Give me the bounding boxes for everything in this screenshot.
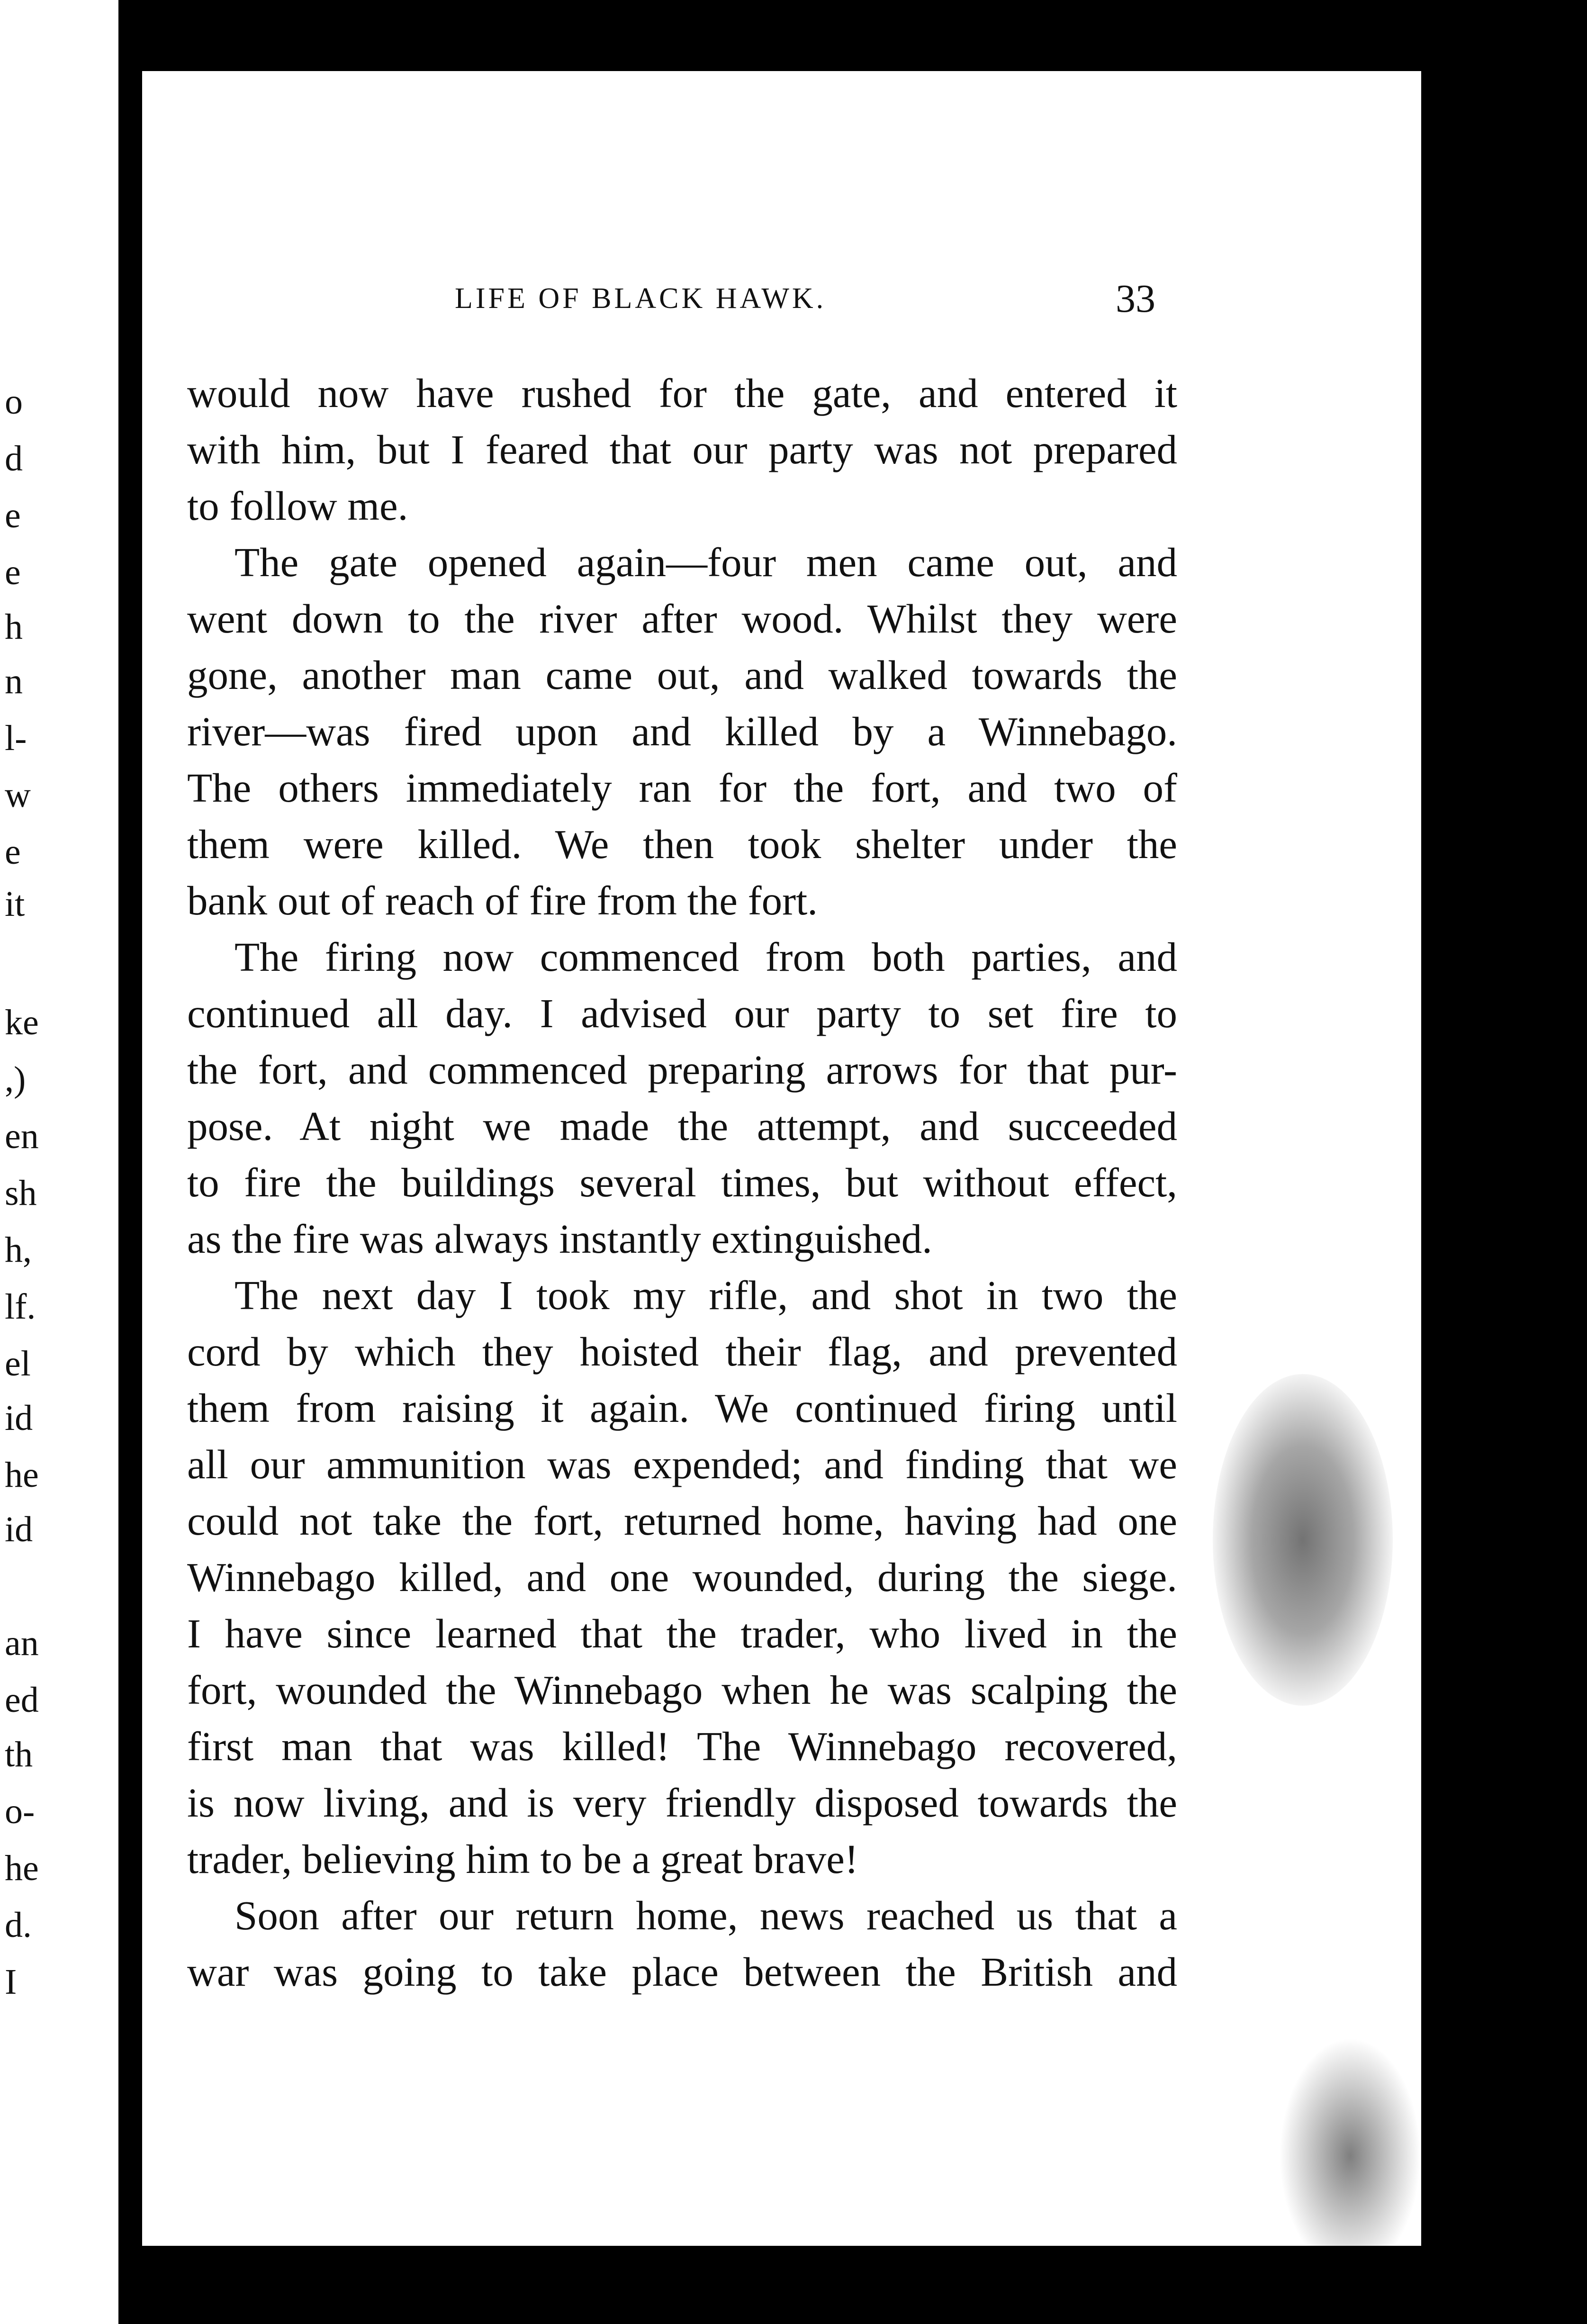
adjacent-page-fragment: n <box>5 661 23 701</box>
text-line: would now have rushed for the gate, and entered it <box>187 370 1177 416</box>
adjacent-page-fragment: h <box>5 607 23 647</box>
adjacent-page-fragment: o <box>5 382 23 422</box>
adjacent-page-fragment: lf. <box>5 1287 36 1327</box>
adjacent-page-fragment: w <box>5 775 31 815</box>
running-head: LIFE OF BLACK HAWK. <box>455 282 827 315</box>
text-line: them from raising it again. We continued firing until <box>187 1385 1177 1431</box>
adjacent-page-fragment: an <box>5 1623 39 1663</box>
adjacent-page-fragment: I <box>5 1962 17 2002</box>
adjacent-page-fragment: he <box>5 1455 39 1495</box>
text-line: war was going to take place between the British and <box>187 1949 1177 1995</box>
text-line: trader, believing him to be a great brave! <box>187 1836 858 1882</box>
adjacent-page-fragment: d <box>5 439 23 479</box>
text-line: to follow me. <box>187 483 408 529</box>
adjacent-page-fragment: ,) <box>5 1059 26 1099</box>
gutter-shadow <box>118 0 142 2324</box>
adjacent-page-strip <box>0 0 118 2324</box>
text-line: Soon after our return home, news reached us that a <box>234 1892 1177 1938</box>
page-edge-shadow <box>1421 71 1459 2251</box>
text-line: fort, wounded the Winnebago when he was scalping the <box>187 1667 1177 1713</box>
text-line: could not take the fort, returned home, having had one <box>187 1498 1177 1544</box>
adjacent-page-fragment: e <box>5 832 21 872</box>
adjacent-page-fragment: l- <box>5 718 27 758</box>
text-line: is now living, and is very friendly disposed towards the <box>187 1780 1177 1826</box>
text-line: bank out of reach of fire from the fort. <box>187 877 818 923</box>
text-line: The next day I took my rifle, and shot in two the <box>234 1272 1177 1318</box>
text-line: went down to the river after wood. Whilst they were <box>187 596 1177 642</box>
ink-stain-lower <box>1279 2037 1421 2274</box>
text-line: Winnebago killed, and one wounded, during the siege. <box>187 1554 1177 1600</box>
adjacent-page-fragment: en <box>5 1116 39 1156</box>
text-line: I have since learned that the trader, who lived in the <box>187 1610 1177 1656</box>
adjacent-page-fragment: id <box>5 1510 33 1549</box>
ink-stain <box>1213 1374 1393 1706</box>
adjacent-page-fragment: th <box>5 1735 33 1774</box>
adjacent-page-fragment: ed <box>5 1680 39 1720</box>
body-text <box>187 365 1177 2000</box>
text-line: first man that was killed! The Winnebago recovered, <box>187 1723 1177 1769</box>
text-line: river—was fired upon and killed by a Winnebago. <box>187 708 1177 754</box>
adjacent-page-fragment: it <box>5 884 25 924</box>
text-line: to fire the buildings several times, but without effect, <box>187 1159 1177 1205</box>
text-line: gone, another man came out, and walked towards the <box>187 652 1177 698</box>
adjacent-page-fragment: ke <box>5 1003 39 1042</box>
text-line: pose. At night we made the attempt, and succeeded <box>187 1103 1177 1149</box>
text-line: continued all day. I advised our party to set fire to <box>187 990 1177 1036</box>
adjacent-page-fragment: e <box>5 552 21 592</box>
text-line: cord by which they hoisted their flag, and prevented <box>187 1329 1177 1375</box>
adjacent-page-fragment: d. <box>5 1905 32 1945</box>
page-number: 33 <box>1116 277 1155 321</box>
adjacent-page-fragment: e <box>5 496 21 535</box>
text-line: all our ammunition was expended; and finding that we <box>187 1441 1177 1487</box>
text-line: The others immediately ran for the fort, and two of <box>187 765 1177 811</box>
text-line: with him, but I feared that our party was not prepared <box>187 426 1177 472</box>
adjacent-page-fragment: sh <box>5 1173 37 1213</box>
text-line: the fort, and commenced preparing arrows for that pur- <box>187 1047 1177 1093</box>
text-line: them were killed. We then took shelter under the <box>187 821 1177 867</box>
adjacent-page-fragment: id <box>5 1398 33 1438</box>
adjacent-page-fragment: he <box>5 1848 39 1888</box>
adjacent-page-fragment: h, <box>5 1230 32 1270</box>
text-line: The gate opened again—four men came out, and <box>234 539 1177 585</box>
adjacent-page-fragment: o- <box>5 1791 35 1831</box>
text-line: The firing now commenced from both parties, and <box>234 934 1177 980</box>
text-line: as the fire was always instantly extinguished. <box>187 1216 932 1262</box>
adjacent-page-fragment: el <box>5 1344 31 1384</box>
